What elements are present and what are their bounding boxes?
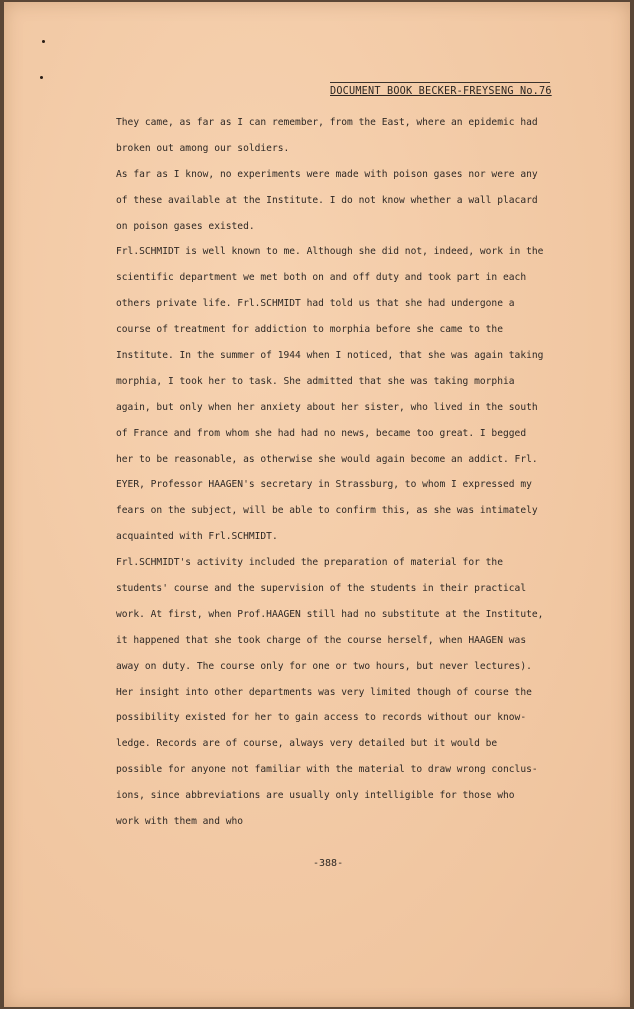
text-line: Her insight into other departments was very limited though of course the: [116, 686, 532, 698]
text-line: others private life. Frl.SCHMIDT had told us that she had undergone a: [116, 298, 515, 310]
document-body: [116, 110, 591, 835]
text-line: of France and from whom she had had no news, became too great. I begged: [116, 427, 527, 439]
text-line: Frl.SCHMIDT is well known to me. Although she did not, indeed, work in the: [116, 246, 544, 258]
text-line: possible for anyone not familiar with the material to draw wrong conclus-: [116, 764, 538, 776]
text-line: As far as I know, no experiments were made with poison gases nor were any: [116, 168, 538, 180]
text-line: ledge. Records are of course, always very detailed but it would be: [116, 738, 498, 750]
punch-hole-bottom: [40, 76, 43, 79]
text-line: ions, since abbreviations are usually only intelligible for those who: [116, 790, 515, 802]
text-line: her to be reasonable, as otherwise she would again become an addict. Frl.: [116, 453, 538, 465]
text-line: acquainted with Frl.SCHMIDT.: [116, 531, 278, 543]
page-number: -388-: [313, 858, 344, 869]
header-overline: [330, 82, 550, 83]
text-line: again, but only when her anxiety about her sister, who lived in the south: [116, 401, 538, 413]
text-line: Frl.SCHMIDT's activity included the preparation of material for the: [116, 557, 503, 569]
punch-hole-top: [42, 40, 45, 43]
document-header: DOCUMENT BOOK BECKER-FREYSENG No.76: [330, 86, 552, 97]
text-line: students' course and the supervision of the students in their practical: [116, 583, 527, 595]
text-line: work. At first, when Prof.HAAGEN still had no substitute at the Institute,: [116, 608, 544, 620]
text-line: away on duty. The course only for one or two hours, but never lectures).: [116, 660, 532, 672]
text-line: broken out among our soldiers.: [116, 142, 290, 154]
text-line: on poison gases existed.: [116, 220, 255, 232]
text-line: Institute. In the summer of 1944 when I noticed, that she was again taking: [116, 350, 544, 362]
text-line: work with them and who: [116, 816, 244, 828]
text-line: course of treatment for addiction to morphia before she came to the: [116, 324, 503, 336]
text-line: fears on the subject, will be able to confirm this, as she was intimately: [116, 505, 538, 517]
text-line: morphia, I took her to task. She admitted that she was taking morphia: [116, 375, 515, 387]
text-line: scientific department we met both on and off duty and took part in each: [116, 272, 527, 284]
text-line: of these available at the Institute. I do not know whether a wall placard: [116, 194, 538, 206]
text-line: They came, as far as I can remember, from the East, where an epidemic had: [116, 117, 538, 128]
text-line: EYER, Professor HAAGEN's secretary in Strassburg, to whom I expressed my: [116, 479, 532, 491]
text-line: it happened that she took charge of the course herself, when HAAGEN was: [116, 634, 527, 646]
text-line: possibility existed for her to gain access to records without our know-: [116, 712, 527, 724]
